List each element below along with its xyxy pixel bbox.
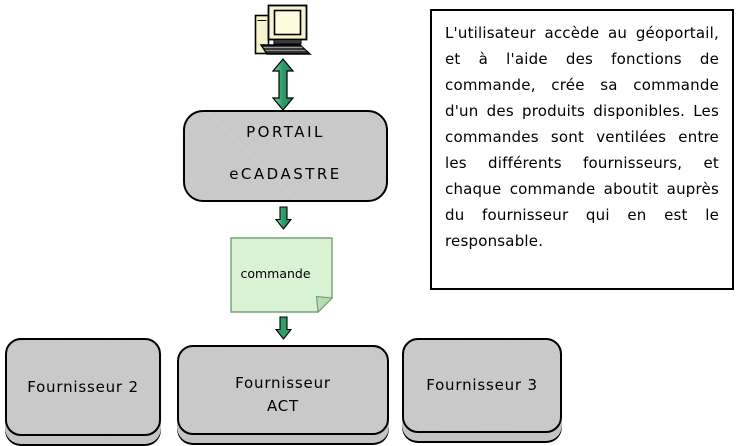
portal-ecadastre-box <box>183 110 388 202</box>
fournisseur-3-label: Fournisseur 3 <box>426 376 538 394</box>
computer-icon <box>251 3 313 59</box>
description-text: L'utilisateur accède au géoportail, et à l'aide des fonctions de commande, crée sa commande d'un des produits disponibles. Les commandes sont ventilées entre les différents fournisseurs, et chaque commande aboutit auprès du fournisseur qui en est le responsable. <box>445 24 719 250</box>
portal-label-line2: eCADASTRE <box>229 165 342 183</box>
commande-note-label: commande <box>240 265 311 281</box>
fournisseur-2-box <box>5 338 161 436</box>
down-arrow-icon <box>275 316 292 340</box>
fournisseur-act-box <box>177 345 389 435</box>
commande-note <box>230 237 333 313</box>
portal-label-line1: PORTAIL <box>246 123 325 141</box>
description-box <box>430 9 734 290</box>
double-arrow-icon <box>272 58 294 111</box>
down-arrow-icon <box>275 206 292 230</box>
fournisseur-3-box <box>402 338 562 433</box>
fournisseur-act-label-line2: ACT <box>266 397 300 415</box>
fournisseur-2-label: Fournisseur 2 <box>27 377 139 396</box>
fournisseur-act-label-line1: Fournisseur <box>235 374 331 392</box>
